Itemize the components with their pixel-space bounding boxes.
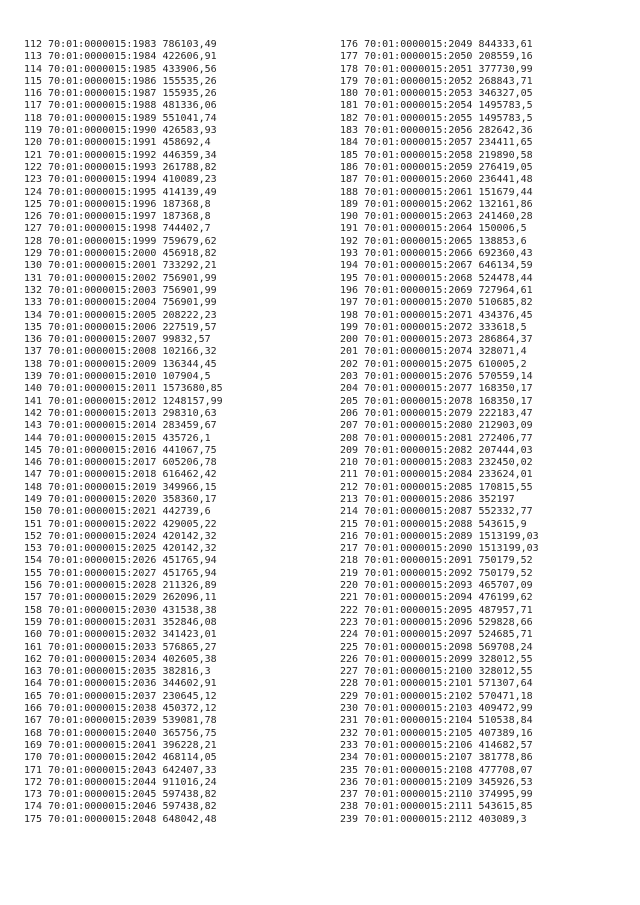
record-row: 170 70:01:0000015:2042 468114,05 — [24, 752, 217, 764]
record-row: 230 70:01:0000015:2103 409472,99 — [340, 703, 533, 715]
record-row: 159 70:01:0000015:2031 352846,08 — [24, 616, 217, 628]
record-row: 212 70:01:0000015:2085 170815,55 — [340, 481, 533, 493]
record-row: 234 70:01:0000015:2107 381778,86 — [340, 752, 533, 764]
record-row: 135 70:01:0000015:2006 227519,57 — [24, 321, 217, 333]
record-row: 161 70:01:0000015:2033 576865,27 — [24, 641, 217, 653]
record-row: 192 70:01:0000015:2065 138853,6 — [340, 235, 527, 247]
record-row: 174 70:01:0000015:2046 597438,82 — [24, 801, 217, 813]
record-row: 137 70:01:0000015:2008 102166,32 — [24, 346, 217, 358]
record-row: 152 70:01:0000015:2024 420142,32 — [24, 530, 217, 542]
record-row: 176 70:01:0000015:2049 844333,61 — [340, 39, 533, 50]
record-row: 177 70:01:0000015:2050 208559,16 — [340, 51, 533, 63]
record-row: 210 70:01:0000015:2083 232450,02 — [340, 457, 533, 469]
record-row: 235 70:01:0000015:2108 477708,07 — [340, 764, 533, 776]
record-row: 163 70:01:0000015:2035 382816,3 — [24, 666, 211, 678]
record-row: 121 70:01:0000015:1992 446359,34 — [24, 149, 217, 161]
record-row: 115 70:01:0000015:1986 155535,26 — [24, 75, 217, 87]
record-row: 195 70:01:0000015:2068 524478,44 — [340, 272, 533, 284]
record-row: 112 70:01:0000015:1983 786103,49 — [24, 39, 217, 50]
record-row: 116 70:01:0000015:1987 155935,26 — [24, 88, 217, 100]
record-row: 178 70:01:0000015:2051 377730,99 — [340, 63, 533, 75]
record-row: 206 70:01:0000015:2079 222183,47 — [340, 407, 533, 419]
record-row: 125 70:01:0000015:1996 187368,8 — [24, 198, 211, 210]
record-row: 204 70:01:0000015:2077 168350,17 — [340, 383, 533, 395]
record-row: 132 70:01:0000015:2003 756901,99 — [24, 284, 217, 296]
record-row: 226 70:01:0000015:2099 328012,55 — [340, 653, 533, 665]
record-row: 233 70:01:0000015:2106 414682,57 — [340, 739, 533, 751]
record-row: 127 70:01:0000015:1998 744402,7 — [24, 223, 211, 235]
record-row: 198 70:01:0000015:2071 434376,45 — [340, 309, 533, 321]
record-row: 236 70:01:0000015:2109 345926,53 — [340, 776, 533, 788]
record-row: 211 70:01:0000015:2084 233624,01 — [340, 469, 533, 481]
record-row: 130 70:01:0000015:2001 733292,21 — [24, 260, 217, 272]
record-row: 153 70:01:0000015:2025 420142,32 — [24, 543, 217, 555]
record-row: 150 70:01:0000015:2021 442739,6 — [24, 506, 211, 518]
record-row: 154 70:01:0000015:2026 451765,94 — [24, 555, 217, 567]
record-row: 193 70:01:0000015:2066 692360,43 — [340, 248, 533, 260]
record-row: 188 70:01:0000015:2061 151679,44 — [340, 186, 533, 198]
record-row: 184 70:01:0000015:2057 234411,65 — [340, 137, 533, 149]
record-row: 208 70:01:0000015:2081 272406,77 — [340, 432, 533, 444]
record-row: 122 70:01:0000015:1993 261788,82 — [24, 161, 217, 173]
record-row: 201 70:01:0000015:2074 328071,4 — [340, 346, 527, 358]
record-row: 225 70:01:0000015:2098 569708,24 — [340, 641, 533, 653]
record-row: 166 70:01:0000015:2038 450372,12 — [24, 703, 217, 715]
record-row: 175 70:01:0000015:2048 648042,48 — [24, 813, 217, 825]
record-row: 203 70:01:0000015:2076 570559,14 — [340, 371, 533, 383]
record-row: 180 70:01:0000015:2053 346327,05 — [340, 88, 533, 100]
record-row: 194 70:01:0000015:2067 646134,59 — [340, 260, 533, 272]
record-row: 134 70:01:0000015:2005 208222,23 — [24, 309, 217, 321]
record-row: 168 70:01:0000015:2040 365756,75 — [24, 727, 217, 739]
record-row: 158 70:01:0000015:2030 431538,38 — [24, 604, 217, 616]
record-row: 215 70:01:0000015:2088 543615,9 — [340, 518, 527, 530]
record-row: 182 70:01:0000015:2055 1495783,5 — [340, 112, 533, 124]
record-row: 167 70:01:0000015:2039 539081,78 — [24, 715, 217, 727]
record-row: 146 70:01:0000015:2017 605206,78 — [24, 457, 217, 469]
record-row: 219 70:01:0000015:2092 750179,52 — [340, 567, 533, 579]
record-row: 131 70:01:0000015:2002 756901,99 — [24, 272, 217, 284]
record-row: 148 70:01:0000015:2019 349966,15 — [24, 481, 217, 493]
record-row: 156 70:01:0000015:2028 211326,89 — [24, 580, 217, 592]
record-row: 197 70:01:0000015:2070 510685,82 — [340, 297, 533, 309]
record-row: 200 70:01:0000015:2073 286864,37 — [340, 334, 533, 346]
record-row: 157 70:01:0000015:2029 262096,11 — [24, 592, 217, 604]
record-row: 227 70:01:0000015:2100 328012,55 — [340, 666, 533, 678]
record-row: 196 70:01:0000015:2069 727964,61 — [340, 284, 533, 296]
record-row: 187 70:01:0000015:2060 236441,48 — [340, 174, 533, 186]
record-row: 199 70:01:0000015:2072 333618,5 — [340, 321, 527, 333]
left-column — [24, 39, 324, 826]
record-row: 113 70:01:0000015:1984 422606,91 — [24, 51, 217, 63]
record-row: 237 70:01:0000015:2110 374995,99 — [340, 789, 533, 801]
record-row: 207 70:01:0000015:2080 212903,09 — [340, 420, 533, 432]
record-row: 191 70:01:0000015:2064 150006,5 — [340, 223, 527, 235]
record-row: 220 70:01:0000015:2093 465707,09 — [340, 580, 533, 592]
record-row: 151 70:01:0000015:2022 429005,22 — [24, 518, 217, 530]
record-row: 229 70:01:0000015:2102 570471,18 — [340, 690, 533, 702]
record-row: 239 70:01:0000015:2112 403089,3 — [340, 813, 527, 825]
record-row: 189 70:01:0000015:2062 132161,86 — [340, 198, 533, 210]
record-row: 202 70:01:0000015:2075 610005,2 — [340, 358, 527, 370]
record-row: 118 70:01:0000015:1989 551041,74 — [24, 112, 217, 124]
record-row: 209 70:01:0000015:2082 207444,03 — [340, 444, 533, 456]
record-row: 149 70:01:0000015:2020 358360,17 — [24, 493, 217, 505]
record-row: 143 70:01:0000015:2014 283459,67 — [24, 420, 217, 432]
record-row: 172 70:01:0000015:2044 911016,24 — [24, 776, 217, 788]
record-row: 214 70:01:0000015:2087 552332,77 — [340, 506, 533, 518]
record-row: 147 70:01:0000015:2018 616462,42 — [24, 469, 217, 481]
record-row: 160 70:01:0000015:2032 341423,01 — [24, 629, 217, 641]
record-row: 120 70:01:0000015:1991 458692,4 — [24, 137, 211, 149]
record-row: 232 70:01:0000015:2105 407389,16 — [340, 727, 533, 739]
record-row: 124 70:01:0000015:1995 414139,49 — [24, 186, 217, 198]
record-row: 162 70:01:0000015:2034 402605,38 — [24, 653, 217, 665]
record-row: 179 70:01:0000015:2052 268843,71 — [340, 75, 533, 87]
record-row: 144 70:01:0000015:2015 435726,1 — [24, 432, 211, 444]
record-row: 223 70:01:0000015:2096 529828,66 — [340, 616, 533, 628]
record-row: 205 70:01:0000015:2078 168350,17 — [340, 395, 533, 407]
record-row: 126 70:01:0000015:1997 187368,8 — [24, 211, 211, 223]
record-row: 183 70:01:0000015:2056 282642,36 — [340, 125, 533, 137]
record-row: 213 70:01:0000015:2086 352197 — [340, 493, 515, 505]
record-row: 218 70:01:0000015:2091 750179,52 — [340, 555, 533, 567]
record-row: 138 70:01:0000015:2009 136344,45 — [24, 358, 217, 370]
record-row: 217 70:01:0000015:2090 1513199,03 — [340, 543, 539, 555]
record-row: 114 70:01:0000015:1985 433906,56 — [24, 63, 217, 75]
record-row: 169 70:01:0000015:2041 396228,21 — [24, 739, 217, 751]
right-column — [340, 39, 640, 826]
record-row: 221 70:01:0000015:2094 476199,62 — [340, 592, 533, 604]
record-row: 186 70:01:0000015:2059 276419,05 — [340, 161, 533, 173]
record-row: 185 70:01:0000015:2058 219890,58 — [340, 149, 533, 161]
record-row: 129 70:01:0000015:2000 456918,82 — [24, 248, 217, 260]
record-row: 140 70:01:0000015:2011 1573680,85 — [24, 383, 223, 395]
record-row: 119 70:01:0000015:1990 426583,93 — [24, 125, 217, 137]
record-row: 128 70:01:0000015:1999 759679,62 — [24, 235, 217, 247]
record-row: 165 70:01:0000015:2037 230645,12 — [24, 690, 217, 702]
record-row: 141 70:01:0000015:2012 1248157,99 — [24, 395, 223, 407]
record-row: 136 70:01:0000015:2007 99832,57 — [24, 334, 211, 346]
record-row: 133 70:01:0000015:2004 756901,99 — [24, 297, 217, 309]
record-row: 222 70:01:0000015:2095 487957,71 — [340, 604, 533, 616]
record-row: 145 70:01:0000015:2016 441067,75 — [24, 444, 217, 456]
record-row: 155 70:01:0000015:2027 451765,94 — [24, 567, 217, 579]
record-row: 171 70:01:0000015:2043 642407,33 — [24, 764, 217, 776]
record-row: 224 70:01:0000015:2097 524685,71 — [340, 629, 533, 641]
record-row: 164 70:01:0000015:2036 344602,91 — [24, 678, 217, 690]
record-row: 228 70:01:0000015:2101 571307,64 — [340, 678, 533, 690]
record-row: 173 70:01:0000015:2045 597438,82 — [24, 789, 217, 801]
record-row: 139 70:01:0000015:2010 107904,5 — [24, 371, 211, 383]
record-row: 117 70:01:0000015:1988 481336,06 — [24, 100, 217, 112]
record-row: 190 70:01:0000015:2063 241460,28 — [340, 211, 533, 223]
record-row: 181 70:01:0000015:2054 1495783,5 — [340, 100, 533, 112]
record-row: 142 70:01:0000015:2013 298310,63 — [24, 407, 217, 419]
record-row: 231 70:01:0000015:2104 510538,84 — [340, 715, 533, 727]
record-row: 238 70:01:0000015:2111 543615,85 — [340, 801, 533, 813]
record-row: 123 70:01:0000015:1994 410089,23 — [24, 174, 217, 186]
record-row: 216 70:01:0000015:2089 1513199,03 — [340, 530, 539, 542]
